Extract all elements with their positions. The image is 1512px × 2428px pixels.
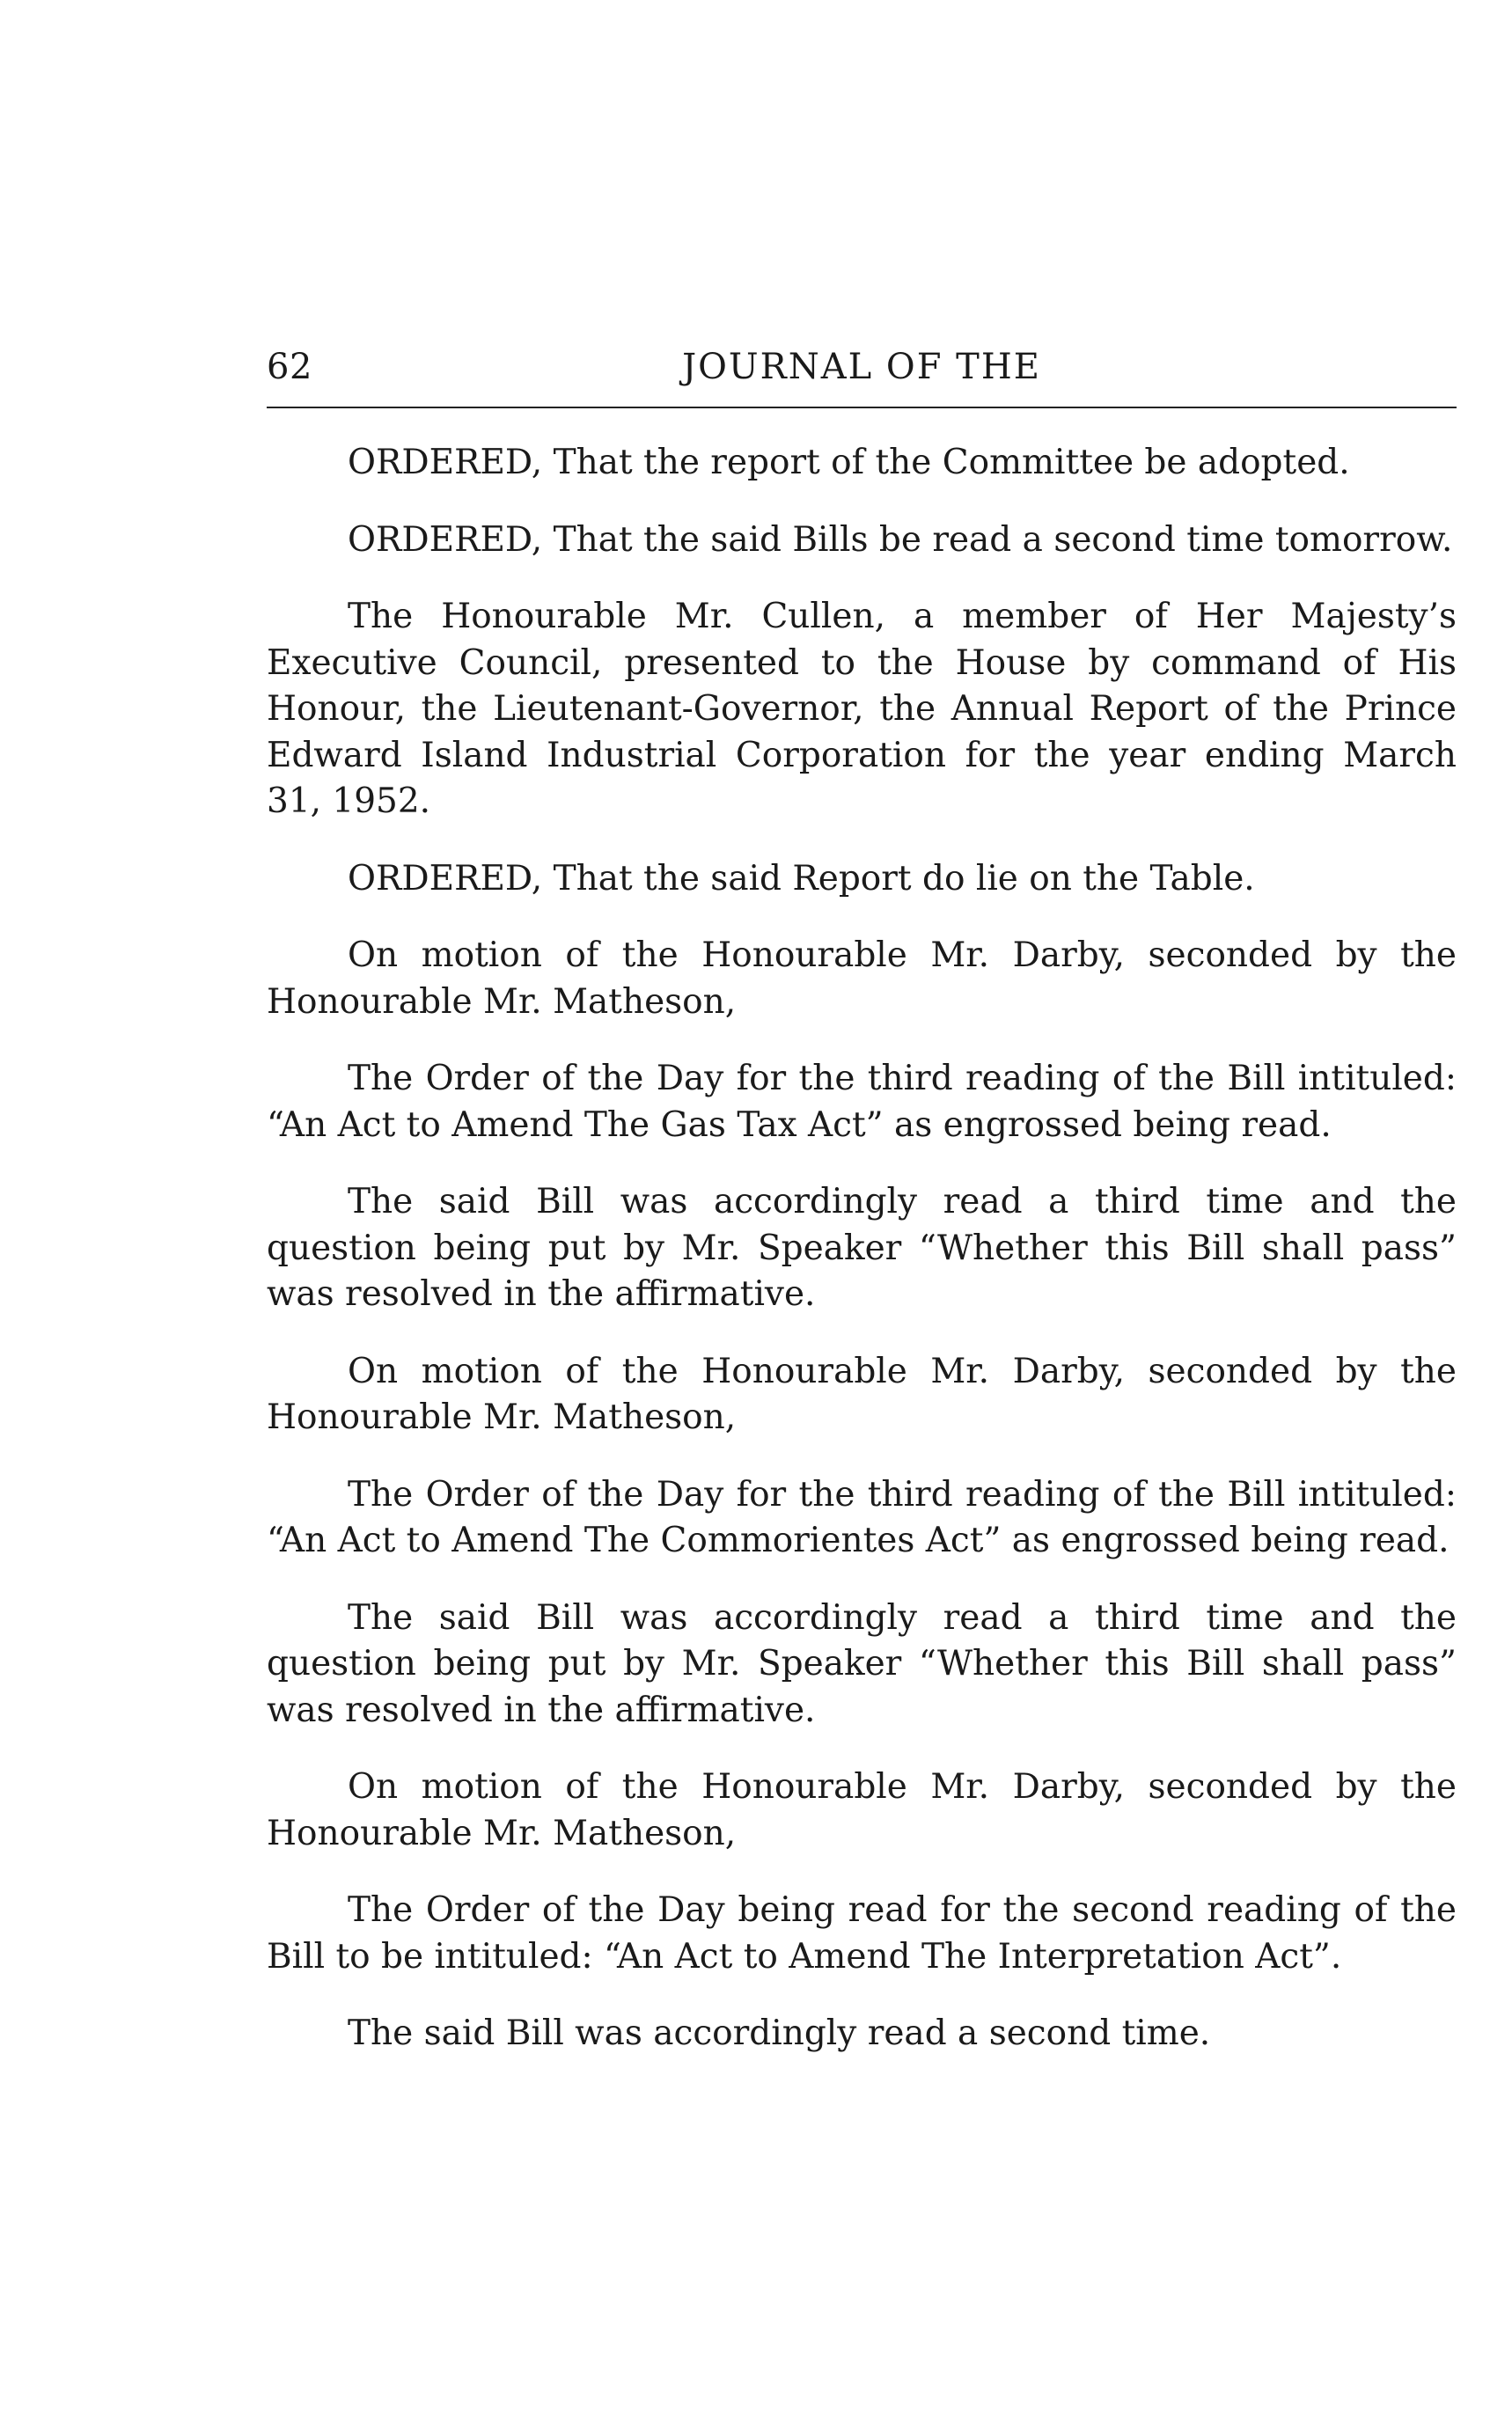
running-head: JOURNAL OF THE: [682, 347, 1041, 387]
paragraph-report-on-table: ORDERED, That the said Report do lie on the Table.: [348, 858, 1255, 899]
paragraph-gas-tax-act-order: The Order of the Day for the third reading of the Bill intituled: “An Act to Amend The Gas Tax Act” as engrossed being read.: [267, 1059, 1457, 1145]
paragraph-motion: On motion of the Honourable Mr. Darby, seconded by the Honourable Mr. Matheson,: [267, 935, 1457, 1022]
header-rule: [267, 407, 1457, 408]
paragraph-motion: On motion of the Honourable Mr. Darby, seconded by the Honourable Mr. Matheson,: [267, 1767, 1457, 1853]
paragraph-commorientes-act-order: The Order of the Day for the third reading of the Bill intituled: “An Act to Amend The Commorientes Act” as engrossed being read.: [267, 1474, 1457, 1560]
page-header: [267, 345, 1457, 407]
paragraph-gas-tax-act-passed: The said Bill was accordingly read a third time and the question being put by Mr. Speaker “Whether this Bill shall pass” was resolved in the affirmative.: [267, 1182, 1457, 1314]
paragraph-commorientes-act-passed: The said Bill was accordingly read a third time and the question being put by Mr. Speaker “Whether this Bill shall pass” was resolved in the affirmative.: [267, 1597, 1457, 1730]
page-number: 62: [267, 347, 312, 387]
paragraph-ordered-second-reading: ORDERED, That the said Bills be read a second time tomorrow.: [348, 519, 1453, 560]
journal-body: [267, 440, 1457, 2088]
paragraph-motion: On motion of the Honourable Mr. Darby, seconded by the Honourable Mr. Matheson,: [267, 1351, 1457, 1437]
paragraph-ordered-report-adopted: ORDERED, That the report of the Committee be adopted.: [348, 443, 1350, 482]
paragraph-interpretation-act-read: The said Bill was accordingly read a second time.: [348, 2014, 1211, 2053]
paragraph-annual-report-presented: The Honourable Mr. Cullen, a member of Her Majesty’s Executive Council, presented to the House by command of His Honour, the Lieutenant-Governor, the Annual Report of the Prince Edward Island Industrial Corporation for the year ending March 31, 1952.: [267, 597, 1457, 821]
paragraph-interpretation-act-order: The Order of the Day being read for the second reading of the Bill to be intituled: “An Act to Amend The Interpretation Act”.: [267, 1890, 1457, 1977]
